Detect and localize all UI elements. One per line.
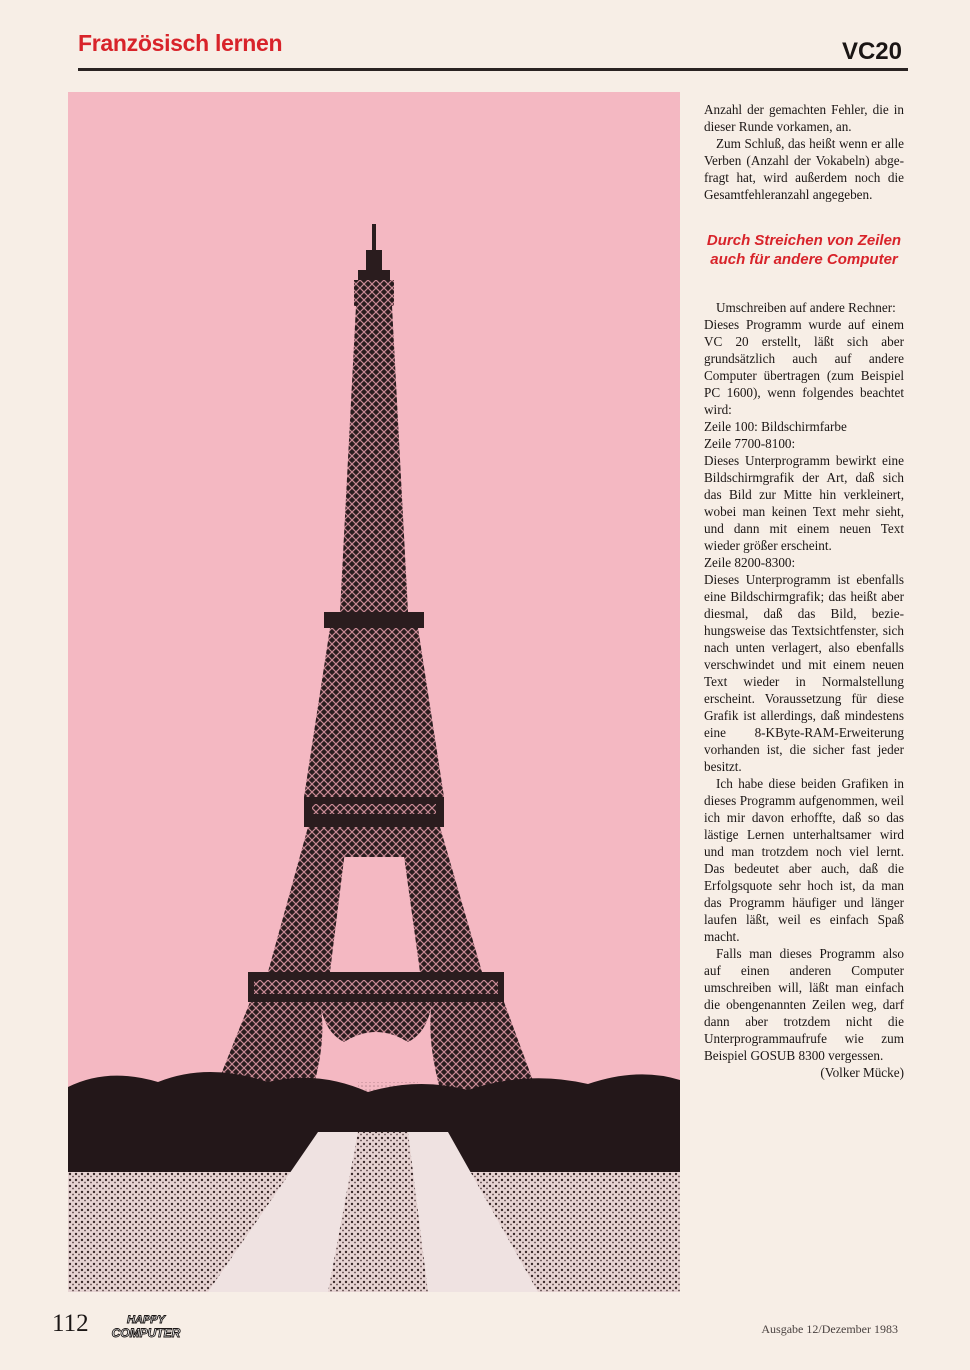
article-column [704, 101, 904, 1081]
system-label: VC20 [841, 38, 902, 65]
article-paragraph: Dieses Unterprogramm ist ebenfalls eine Bildschirmgrafik; das heißt aber diesmal, daß das Bild, beziehungsweise das Textsichtfenster, sich nach unten verlagert, also ebenfalls verschwindet und mit einem neuen Text wieder in Normalstellung erscheint. Voraussetzung für diese Grafik ist allerdings, daß mindestens eine 8-KByte-RAM-Erweiterung vorhanden ist, die sicher fast jeder besitzt. [704, 572, 904, 774]
article-paragraph: Falls man dieses Programm also auf einen anderen Computer umschreiben will, läßt man einfach die obengenannten Zeilen weg, darf dann aber trotzdem nicht die Unterprogrammaufrufe wie zum Beispiel GOSUB 8300 vergessen. [704, 946, 904, 1063]
article-paragraph: Dieses Unterprogramm bewirkt eine Bildschirmgrafik der Art, daß sich das Bild zur Mitte hin verkleinert, wobei man keinen Text mehr sieht, und dann mit einem neuen Text wieder größer erscheint. [704, 453, 904, 553]
happy-computer-logo [104, 1311, 188, 1341]
article-subheading: Durch Streichen von Zeilen auch für andere Computer [706, 232, 902, 268]
article-paragraph: Zeile 100: Bildschirmfarbe [704, 419, 847, 434]
article-paragraph: Zeile 8200-8300: [704, 555, 796, 570]
header-rule [78, 68, 908, 71]
article-body-bottom [704, 299, 904, 1064]
article-paragraph: Anzahl der gemachten Fehler, die in dieser Runde vorkamen, an. [704, 102, 904, 134]
eiffel-tower-photo [68, 92, 680, 1292]
issue-info: Ausgabe 12/Dezember 1983 [761, 1322, 898, 1336]
article-paragraph: Zeile 7700-8100: [704, 436, 796, 451]
article-paragraph: Dieses Programm wurde auf einem VC 20 erstellt, läßt sich aber grundsätzlich auch auf andere Computer übertragen (zum Beispiel PC 1600), wenn folgendes beachtet wird: [704, 317, 904, 417]
logo-text-bottom: COMPUTER [111, 1326, 181, 1340]
section-title: Französisch lernen [78, 30, 283, 56]
article-body-top [704, 101, 904, 203]
article-paragraph: Zum Schluß, das heißt wenn er alle Verben (Anzahl der Vokabeln) abgefragt hat, wird außerdem noch die Gesamtfehleranzahl angegeben. [704, 136, 904, 202]
logo-text-top: HAPPY [127, 1314, 165, 1326]
page-number: 112 [52, 1310, 89, 1337]
article-author: (Volker Mücke) [820, 1065, 904, 1080]
article-paragraph: Umschreiben auf andere Rechner: [716, 300, 896, 315]
article-paragraph: Ich habe diese beiden Grafiken in dieses Programm aufgenommen, weil ich mir davon erhoffte, daß so das lästige Lernen unterhaltsamer wird und man trotzdem noch viel lernt. Das bedeutet aber auch, daß die Erfolgsquote sehr hoch ist, da man das Programm häufiger und länger laufen läßt, weil es einfach Spaß macht. [704, 776, 904, 944]
